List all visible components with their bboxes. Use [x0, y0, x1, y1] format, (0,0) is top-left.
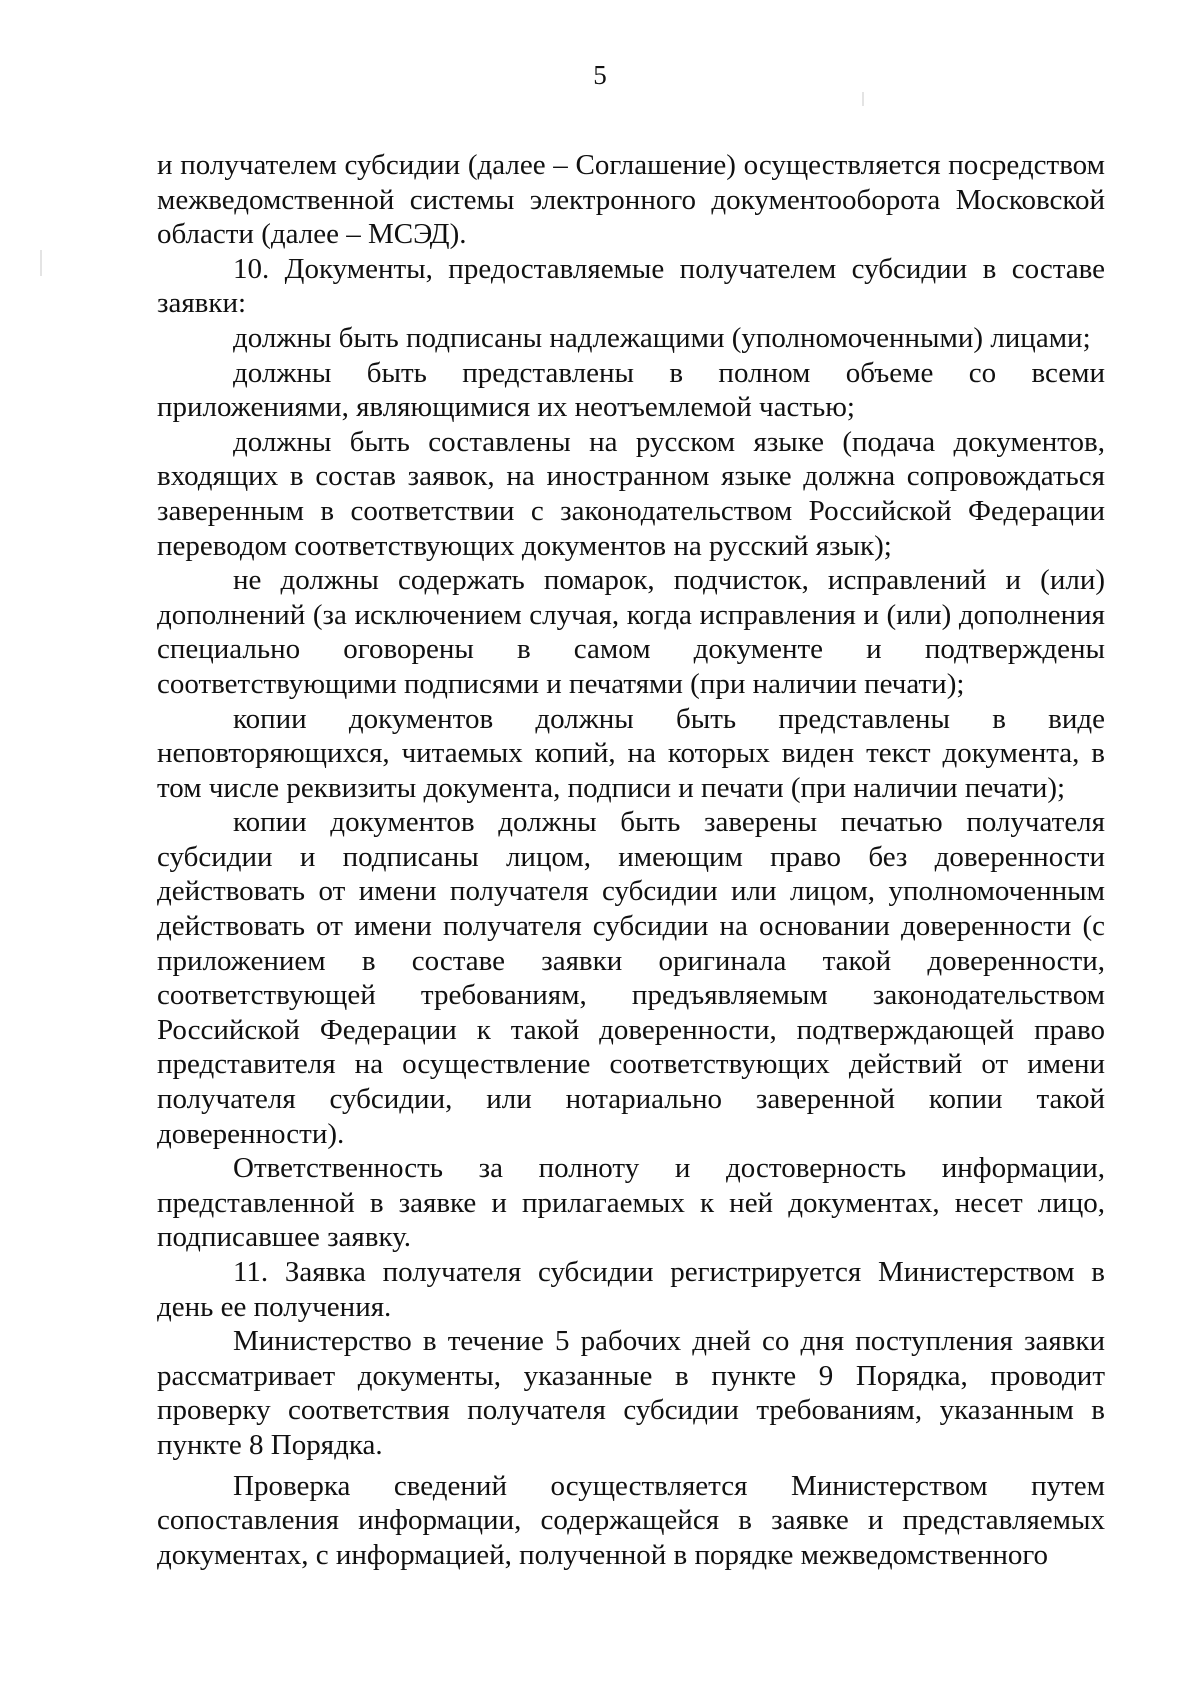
paragraph-requirement-complete: должны быть представлены в полном объеме со всеми приложениями, являющимися их неотъемлемой частью;: [157, 356, 1105, 424]
page-number: 5: [593, 60, 607, 90]
paragraph-requirement-readable-copies: копии документов должны быть представлены в виде неповторяющихся, читаемых копий, на которых виден текст документа, в том числе реквизиты документа, подписи и печати (при наличии печати);: [157, 702, 1105, 804]
scan-mark-right: [862, 92, 864, 106]
paragraph-review: Министерство в течение 5 рабочих дней со дня поступления заявки рассматривает документы, указанные в пункте 9 Порядка, проводит проверку соответствия получателя субсидии требованиям, указанным в пункте 8 Порядка.: [157, 1325, 1105, 1461]
paragraph-item-10: 10. Документы, предоставляемые получателем субсидии в составе заявки:: [157, 252, 1105, 320]
paragraph-requirement-russian: должны быть составлены на русском языке (подача документов, входящих в состав заявок, на иностранном языке должна сопровождаться заверенным в соответствии с законодательством Российской Федерации переводом соответствующих документов на русский язык);: [157, 425, 1105, 562]
paragraph-verification: Проверка сведений осуществляется Министерством путем сопоставления информации, содержащейся в заявке и представляемых документах, с информацией, полученной в порядке межведомственного: [157, 1469, 1105, 1571]
paragraph-continuation: и получателем субсидии (далее – Соглашение) осуществляется посредством межведомственной системы электронного документооборота Московской области (далее – МСЭД).: [157, 149, 1105, 251]
scan-mark-left: [40, 250, 42, 276]
document-body: [157, 148, 1105, 1572]
paragraph-requirement-certified-copies: копии документов должны быть заверены печатью получателя субсидии и подписаны лицом, имеющим право без доверенности действовать от имени получателя субсидии или лицом, уполномоченным действовать от имени получателя субсидии на основании доверенности (с приложением в составе заявки оригинала такой доверенности, соответствующей требованиям, предъявляемым законодательством Российской Федерации к такой доверенности, подтверждающей право представителя на осуществление соответствующих действий от имени получателя субсидии, или нотариально заверенной копии такой доверенности).: [157, 806, 1105, 1150]
paragraph-responsibility: Ответственность за полноту и достоверность информации, представленной в заявке и прилагаемых к ней документах, несет лицо, подписавшее заявку.: [157, 1152, 1105, 1254]
paragraph-item-11: 11. Заявка получателя субсидии регистрируется Министерством в день ее получения.: [157, 1256, 1105, 1323]
paragraph-requirement-signed: должны быть подписаны надлежащими (уполномоченными) лицами;: [233, 321, 1091, 354]
paragraph-requirement-no-corrections: не должны содержать помарок, подчисток, исправлений и (или) дополнений (за исключением случая, когда исправления и (или) дополнения специально оговорены в самом документе и подтверждены соответствующими подписями и печатями (при наличии печати);: [157, 564, 1105, 700]
